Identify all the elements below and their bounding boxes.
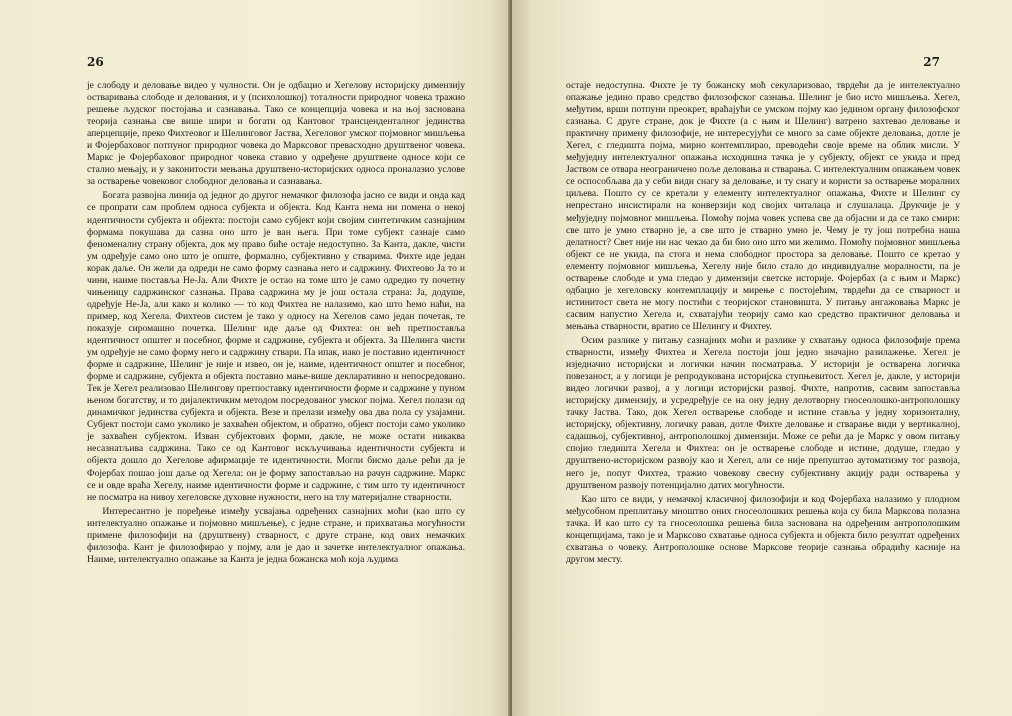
paragraph: је слободу и деловање видео у чулности. Он је одбацио и Хегелову историјску димензију остваривања слободе и делования, и у (психолошкој) тоталности природног човека тражио решење људског постојања и сазнавања. Тако се концепција човека и на њој заснована теорија сазнања све више шири и богати од Кантовог трансценденталног јединства аперцепције, преко Фихтеовог и Шелинговог Јаства, Хегеловог умског појмовног мишљења и Фојербаховог потпуног природног човека до Марксовог превасходно друштвеног човека. Маркс је Фојербаховог природног човека ставио у одређене друштвене односе који се стално мењају, и у законитости мењања друштвено-историјских односа проналазио услове за остварење човековог слободног деловања и сазнавања.: [87, 80, 465, 188]
paragraph: Осим разлике у питању сазнајних моћи и разлике у схватању односа филозофије према стварности, између Фихтеа и Хегела постоји још једно значајно разилажење. Хегел је изједначио историјски и логички начин посматрања. У историји је остварена логичка повезаност, а у логици је репродукована историјска ступњевитост. Хегел је, дакле, у историји видео логички развој, а у логици историјски развој. Фихте, напротив, сасвим запоставља историјску димензију, и усредређује се на ону једну делотворну гносеолошко-антрополошку тачку Јаства. Тако, док Хегел остварење слободе и истине ставља у једну хоризонталну, историјску, објективну, логичку раван, дотле Фихте деловање и стварање види у вертикалној, садашњој, субјективној, антрополошкој димензији. Може се рећи да је Маркс у овом питању спојио гледишта Хегела и Фихтеа: он је остварење слободе и истине, додуше, гледао у друштвено-историјском развоју као и Хегел, али се није препуштао аутоматизму тог развоја, него је, попут Фихтеа, тражио човекову свесну субјективну акцију ради остварења у друштвеном развоју потенцијално датих могућности.: [566, 334, 960, 491]
paragraph: Као што се види, у немачкој класичној филозофији и код Фојербаха налазимо у плодном међусобном преплитању мноштво оних гносеолошких решења која су била Марксова полазна тачка. И као што су та гносеолошка решења била заснована на одређеним антрополошким концепцијама, тако је и Марксово схватање односа субјекта и објекта било резултат одређених схватања о човеку. Антрополошке основе Марксове теорије сазнања обрадићу касније на другом месту.: [566, 493, 960, 565]
paragraph: Интересантно је поређење између усвајања одређених сазнајних моћи (као што су интелектуално опажање и појмовно мишљење), с једне стране, и прихватања могућности примене филозофији на (друштвену) стварност, с друге стране, код ових немачких филозофа. Кант је филозофирао у појму, али је дао и зачетке интелектуалног опажања. Наиме, интелектуално опажање за Канта је једна божанска моћ која људима: [87, 505, 465, 565]
right-page: [512, 0, 1012, 716]
paragraph: остаје недоступна. Фихте је ту божанску моћ секуларизовао, тврдећи да је интелектуално опажање једино право средство филозофског сазнања. Шелинг је био исто мишљења. Хегел, међутим, врши потпуни преокрет, враћајући се умском појму као једином органу филозофског сазнања. С друге стране, док је Фихте (а с њим и Шелинг) ватрено захтевао деловање и практичну примену филозофије, не интересујући се много за саме објекте деловања, дотле је Хегел, с гледишта појма, мирно контемплирао, преводећи своје време на облик мисли. У међуједну интелектуалног опажања исходишна тачка је у субјекту, објект се укида и пред Јаством се отвара неограничено поље деловања и стварања. С интелектуалним опажањем човек се оспособљава да у себи види снагу за деловање, и ту снагу и користи за остварење моралних циљева. Пошто су се кретали у елементу интелектуалног опажања, Фихте и Шелинг су непрестано инсистирали на конверзији код својих читалаца и слушалаца. Друкчије је у међуједну појмовног мишљења. Помоћу појма човек успева све да објасни и да се тако смири: све што је умно стварно је, а све што је стварно умно је. Чему је ту још потребна наша делатност? Свет није ни нас чекао да би био оно што ми желимо. Помоћу појмовног мишљења објект се не укида, па стога и нема слободног простора за деловање. Пошто се кретао у елементу појмовног мишљења, Хегелу није било стало до индивидуалне моралности, па је остварење слободе и ума гледао у димензији светске историје. Фојербах (а с њим и Маркс) одбацио је хегеловску контемплацију и мирење с постојећим, тврдећи да се стварност и истинитост света не могу постићи с теоријског становишта. У питању ангажовања Маркс је сасвим напустио Хегела и, схватајући теорију само као средство практичног деловања и мењања стварности, вратио се Шелингу и Фихтеу.: [566, 80, 960, 332]
page-number-right: 27: [923, 55, 940, 69]
page-number-left: 26: [87, 55, 104, 69]
paragraph: Богата развојна линија од једног до другог немачког филозофа јасно се види и онда кад се пропрати сам проблем односа субјекта и објекта. Код Канта нема ни помена о некој идентичности субјекта и објекта: постоји само субјект који својим синтетичким сазнајним формама покушава да сазна оно што је ван њега. При томе субјект сазнаје само феноменалну страну објекта, док му право биће остаје недоступно. За Канта, дакле, чисти ум одређује само оно што је опште, формално, субјективно у стварима. Фихте иде један корак даље. Он жели да одреди не само форму сазнања него и садржину. Фихтеово Ја то и чини, наиме поставља Не-Ја. Али Фихте је остао на томе што је само одредио ту почетну чињеницу садржинског сазнања. Права садржина му је још остала страна: Ја, додуше, одређује Не-Ја, али како и колико — то код Фихтеа не налазимо, као што ћемо наћи, на пример, код Хегела. Фихтеов систем је тако у односу на Хегелов само један почетак, те показује сиромашно почетка. Шелинг иде даље од Фихтеа: он већ претпоставља идентичност општег и посебног, форме и садржине, субјекта и објекта. За Шелинга чисти ум одређује не само форму него и садржину ствари. Па ипак, иако је поставио идентичност форме и садржине, Шелинг је није и извео, он је, наиме, идентичност општег и посебног, форме и садржине, субјекта и објекта поставио мање-више декларативно и непосредовано. Тек је Хегел реализовао Шелингову претпоставку идентичности форме и садржине у пуном њеном богатству, и то дијалектичким методом посредованог умског појма. Хегел полази од динамичког јединства субјекта и објекта. Везе и прелази између ова два пола су узајамни. Субјект постоји само уколико је захваћен објектом, и обратно, објект постоји само уколико је захваћен субјектом. Изван субјектових форми, дакле, не може остати никаква несазнатљива садржина. Тако се од Кантовог искључивања идентичности субјекта и објекта дошло до Хегеловe афирмације те идентичности. Могли бисмо даље рећи да је Фојербах пошао још даље од Хегела: он је форму запостављао на рачун садржине. Маркс се и овде враћа Хегелу, наиме идентичности форме и садржине, с тим што ту идентичност не посматра на нивоу хегеловске духовне нужности, него на тлу материјалне стварности.: [87, 190, 465, 503]
left-page-text: [87, 80, 465, 566]
right-page-text: [566, 80, 960, 566]
